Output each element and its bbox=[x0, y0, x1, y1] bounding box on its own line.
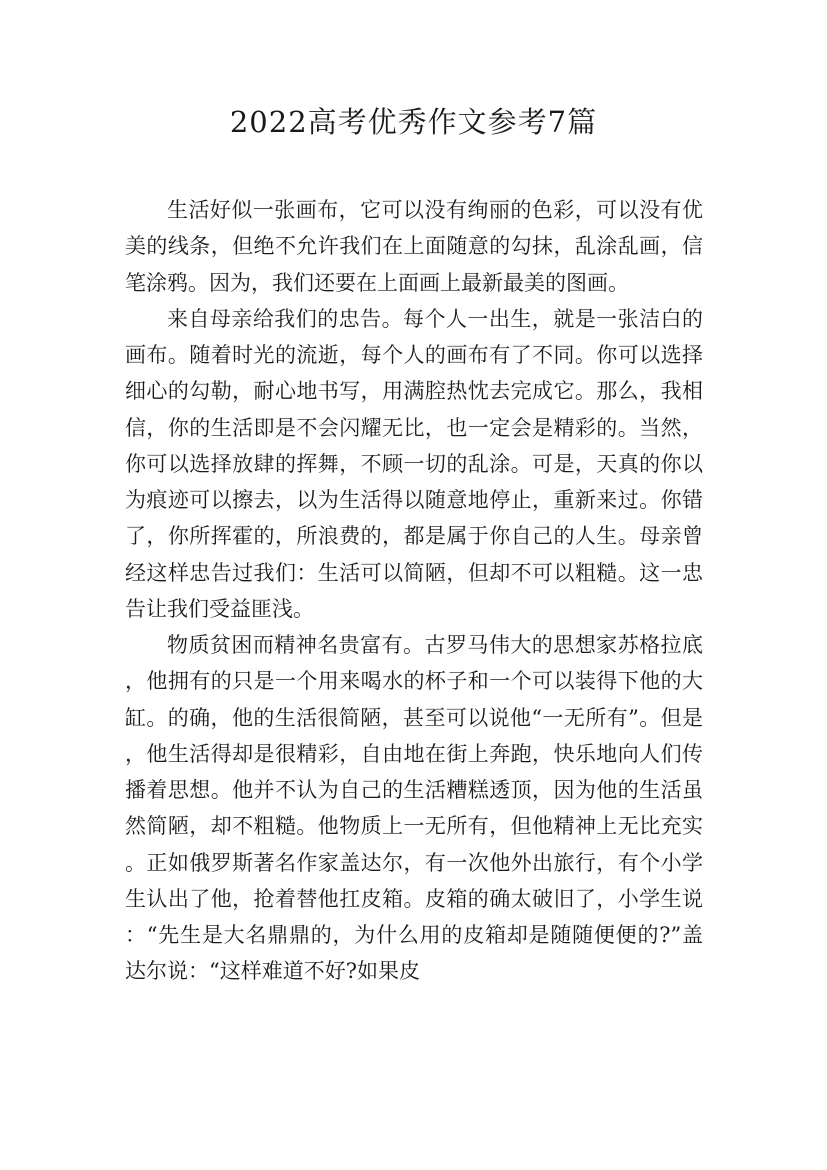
paragraph-3: 物质贫困而精神名贵富有。古罗马伟大的思想家苏格拉底，他拥有的只是一个用来喝水的杯子和一个可以装得下他的大缸。的确，他的生活很简陋，甚至可以说他“一无所有”。但是，他生活得却是很精彩，自由地在街上奔跑，快乐地向人们传播着思想。他并不认为自己的生活糟糕透顶，因为他的生活虽然简陋，却不粗糙。他物质上一无所有，但他精神上无比充实。正如俄罗斯著名作家盖达尔，有一次他外出旅行，有个小学生认出了他，抢着替他扛皮箱。皮箱的确太破旧了，小学生说：“先生是大名鼎鼎的，为什么用的皮箱却是随随便便的?”盖达尔说：“这样难道不好?如果皮 bbox=[125, 633, 703, 984]
paragraph-1: 生活好似一张画布，它可以没有绚丽的色彩，可以没有优美的线条，但绝不允许我们在上面随意的勾抹，乱涂乱画，信笔涂鸦。因为，我们还要在上面画上最新最美的图画。 bbox=[125, 198, 703, 295]
document-title: 2022高考优秀作文参考7篇 bbox=[229, 105, 598, 139]
paragraph-2: 来自母亲给我们的忠告。每个人一出生，就是一张洁白的画布。随着时光的流逝，每个人的画布有了不同。你可以选择细心的勾勒，耐心地书写，用满腔热忱去完成它。那么，我相信，你的生活即是不会闪耀无比，也一定会是精彩的。当然，你可以选择放肆的挥舞，不顾一切的乱涂。可是，天真的你以为痕迹可以擦去，以为生活得以随意地停止，重新来过。你错了，你所挥霍的，所浪费的，都是属于你自己的人生。母亲曾经这样忠告过我们：生活可以简陋，但却不可以粗糙。这一忠告让我们受益匪浅。 bbox=[125, 306, 703, 621]
document-body bbox=[125, 192, 703, 990]
